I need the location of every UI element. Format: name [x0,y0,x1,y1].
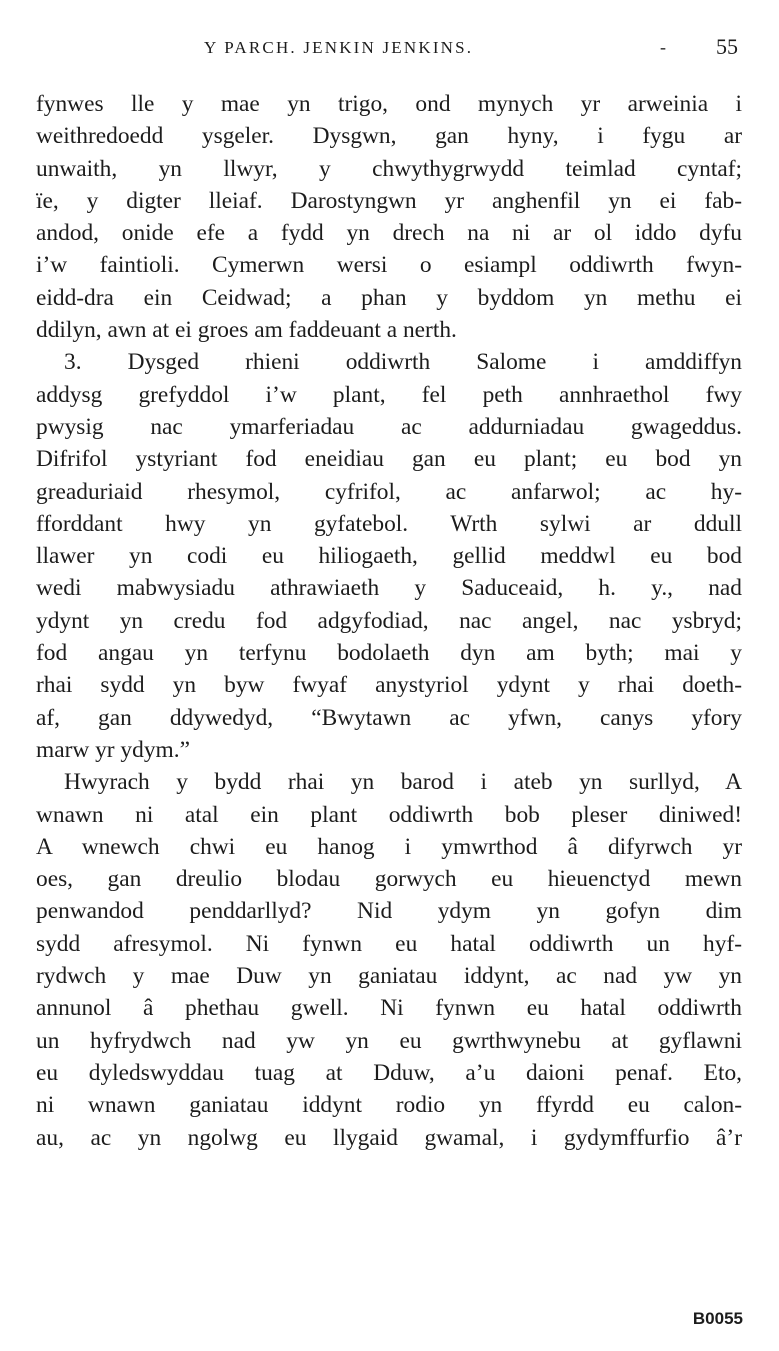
text-line: wnawn ni atal ein plant oddiwrth bob pleser diniwed! [36,801,742,828]
text-line: annunol â phethau gwell. Ni fynwn eu hatal oddiwrth [36,995,742,1022]
text-line: oes, gan dreulio blodau gorwych eu hieuenctyd mewn [36,866,742,893]
text-line: llawer yn codi eu hiliogaeth, gellid meddwl eu bod [36,543,742,570]
text-line: au, ac yn ngolwg eu llygaid gwamal, i gydymffurfio â’r [36,1124,742,1151]
text-line: andod, onide efe a fydd yn drech na ni ar ol iddo dyfu [36,220,742,247]
text-line: penwandod penddarllyd? Nid ydym yn gofyn dim [36,898,742,925]
text-line: fforddant hwy yn gyfatebol. Wrth sylwi ar ddull [36,510,742,537]
text-line: rhai sydd yn byw fwyaf anystyriol ydynt y rhai doeth- [36,672,742,699]
text-line: i’w faintioli. Cymerwn wersi o esiampl oddiwrth fwyn- [36,252,742,279]
text-line: ydynt yn credu fod adgyfodiad, nac angel, nac ysbryd; [36,607,742,634]
text-line: A wnewch chwi eu hanog i ymwrthod â difyrwch yr [36,833,742,860]
text-line: wedi mabwysiadu athrawiaeth y Saduceaid, h. y., nad [36,575,742,602]
text-line: pwysig nac ymarferiadau ac addurniadau gwageddus. [36,413,742,440]
text-line: ddilyn, awn at ei groes am faddeuant a nerth. [36,317,457,344]
running-head [36,34,742,64]
page-number: 55 [716,34,738,59]
catalog-id: B0055 [692,1309,743,1328]
text-line: Difrifol ystyriant fod eneidiau gan eu plant; eu bod yn [36,446,742,473]
paragraph-start-line: 3. Dysged rhieni oddiwrth Salome i amddiffyn [64,349,742,376]
text-line: greaduriaid rhesymol, cyfrifol, ac anfarwol; ac hy- [36,478,742,505]
text-line: rydwch y mae Duw yn ganiatau iddynt, ac nad yw yn [36,963,742,990]
text-line: fod angau yn terfynu bodolaeth dyn am byth; mai y [36,640,742,667]
text-line: ïe, y digter lleiaf. Darostyngwn yr anghenfil yn ei fab- [36,187,742,214]
text-line: fynwes lle y mae yn trigo, ond mynych yr arweinia i [36,91,742,117]
text-line: ni wnawn ganiatau iddynt rodio yn ffyrdd eu calon- [36,1092,742,1119]
text-line: un hyfrydwch nad yw yn eu gwrthwynebu at gyflawni [36,1027,742,1054]
text-line: addysg grefyddol i’w plant, fel peth annhraethol fwy [36,381,742,408]
body-text [36,88,742,1154]
running-title: Y PARCH. JENKIN JENKINS. [204,38,474,57]
text-line: eu dyledswyddau tuag at Dduw, a’u daioni penaf. Eto, [36,1059,742,1086]
text-line: unwaith, yn llwyr, y chwythygrwydd teimlad cyntaf; [36,155,742,182]
text-line: af, gan ddywedyd, “Bwytawn ac yfwn, canys yfory [36,704,742,731]
text-line: weithredoedd ysgeler. Dysgwn, gan hyny, i fygu ar [36,123,742,150]
running-dash: - [660,37,666,57]
paragraph-start-line: Hwyrach y bydd rhai yn barod i ateb yn surllyd, A [64,769,742,796]
text-line: sydd afresymol. Ni fynwn eu hatal oddiwrth un hyf- [36,930,742,957]
text-line: marw yr ydym.” [36,736,190,763]
text-line: eidd-dra ein Ceidwad; a phan y byddom yn methu ei [36,284,742,311]
